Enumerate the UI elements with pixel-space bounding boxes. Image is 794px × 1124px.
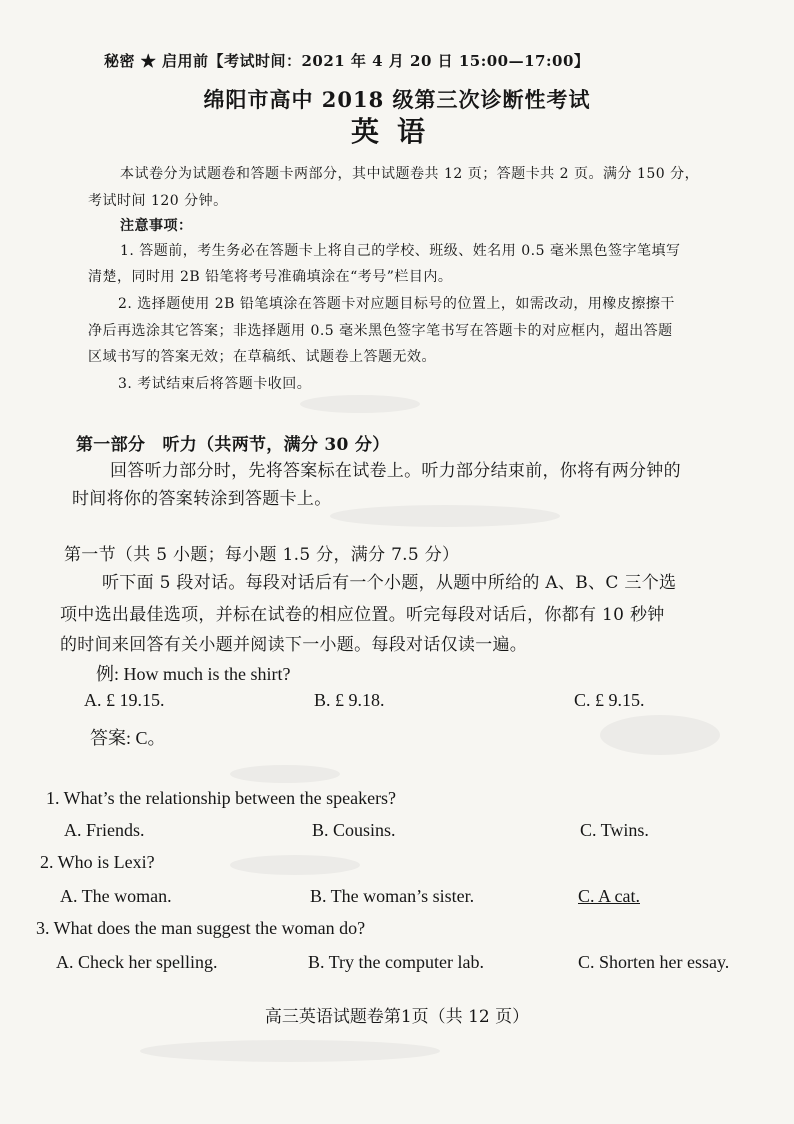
q2-option-a: A. The woman. <box>60 886 172 906</box>
part1-desc-2: 时间将你的答案转涂到答题卡上。 <box>72 489 332 509</box>
part1-title: 第一部分 听力（共两节，满分 30 分） <box>76 435 390 455</box>
part1-desc-1: 回答听力部分时，先将答案标在试卷上。听力部分结束前，你将有两分钟的 <box>110 461 681 481</box>
example-question: 例: How much is the shirt? <box>96 664 291 684</box>
q2-option-c: C. A cat. <box>578 886 640 906</box>
notice-title: 注意事项： <box>120 218 193 234</box>
question-2: 2. Who is Lexi? <box>40 852 155 872</box>
q1-option-a: A. Friends. <box>64 820 145 840</box>
example-answer: 答案: C。 <box>90 728 166 748</box>
notice-1b: 清楚，同时用 2B 铅笔将考号准确填涂在“考号”栏目内。 <box>88 269 453 285</box>
intro-line-1: 本试卷分为试题卷和答题卡两部分，其中试题卷共 12 页；答题卡共 2 页。满分 150 分， <box>120 166 700 182</box>
q3-option-c: C. Shorten her essay. <box>578 952 730 972</box>
q3-option-a: A. Check her spelling. <box>56 952 218 972</box>
notice-2c: 区域书写的答案无效；在草稿纸、试题卷上答题无效。 <box>88 349 436 365</box>
section1-desc-3: 的时间来回答有关小题并阅读下一小题。每段对话仅读一遍。 <box>60 635 528 655</box>
notice-2b: 净后再选涂其它答案；非选择题用 0.5 毫米黑色签字笔书写在答题卡的对应框内，超出答题 <box>88 323 673 339</box>
q1-option-c: C. Twins. <box>580 820 649 840</box>
section1-title: 第一节（共 5 小题；每小题 1.5 分，满分 7.5 分） <box>64 545 460 565</box>
q3-option-b: B. Try the computer lab. <box>308 952 484 972</box>
intro-line-2: 考试时间 120 分钟。 <box>88 193 228 209</box>
q2-option-b: B. The woman’s sister. <box>310 886 475 906</box>
subject-title: 英语 <box>350 115 443 148</box>
section1-desc-1: 听下面 5 段对话。每段对话后有一个小题，从题中所给的 A、B、C 三个选 <box>102 573 677 593</box>
q1-option-b: B. Cousins. <box>312 820 396 840</box>
example-option-b: B. £ 9.18. <box>314 690 385 710</box>
question-3: 3. What does the man suggest the woman do? <box>36 918 366 938</box>
page-footer: 高三英语试题卷第1页（共 12 页） <box>264 1007 530 1027</box>
example-option-a: A. £ 19.15. <box>84 690 165 710</box>
question-1: 1. What’s the relationship between the speakers? <box>46 788 397 808</box>
exam-title: 绵阳市高中 2018 级第三次诊断性考试 <box>203 87 591 112</box>
example-option-c: C. £ 9.15. <box>574 690 645 710</box>
notice-1a: 1. 答题前，考生务必在答题卡上将自己的学校、班级、姓名用 0.5 毫米黑色签字笔填写 <box>120 243 681 259</box>
confidential-line: 秘密 ★ 启用前【考试时间：2021 年 4 月 20 日 15:00—17:00】 <box>104 52 590 70</box>
notice-3: 3. 考试结束后将答题卡收回。 <box>118 376 312 392</box>
notice-2a: 2. 选择题使用 2B 铅笔填涂在答题卡对应题目标号的位置上，如需改动，用橡皮擦擦干 <box>118 296 675 312</box>
section1-desc-2: 项中选出最佳选项，并标在试卷的相应位置。听完每段对话后，你都有 10 秒钟 <box>60 605 665 625</box>
